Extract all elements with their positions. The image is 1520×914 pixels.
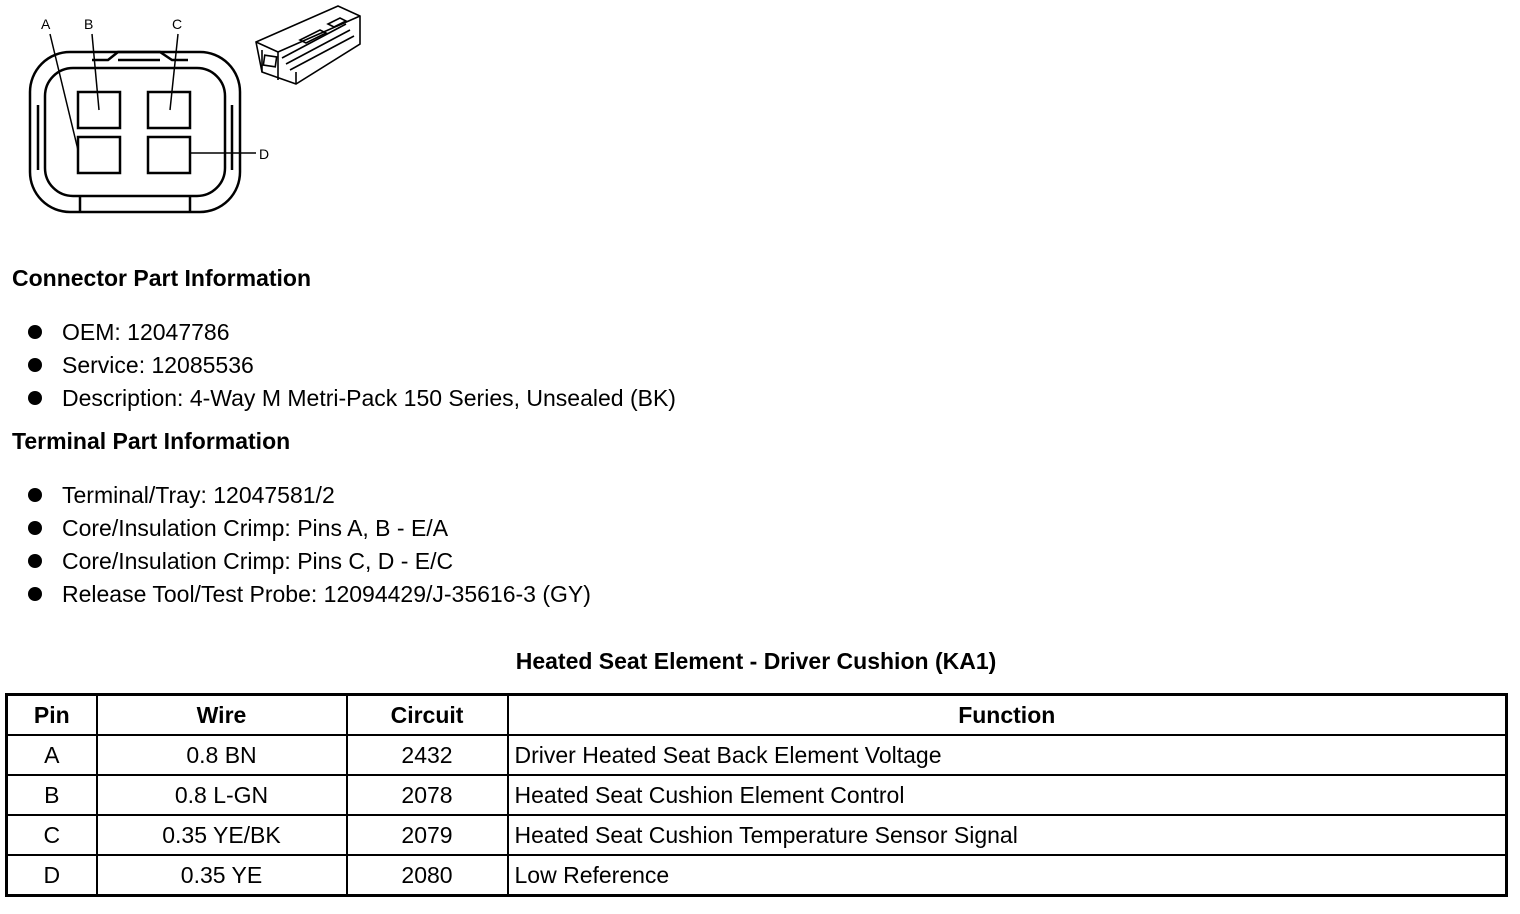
header-pin: Pin: [7, 695, 97, 736]
list-item: Terminal/Tray: 12047581/2: [28, 479, 591, 512]
cell-wire: 0.35 YE: [97, 855, 347, 896]
cell-function: Heated Seat Cushion Temperature Sensor Signal: [508, 815, 1507, 855]
bullet-icon: [28, 358, 42, 372]
cell-pin: B: [7, 775, 97, 815]
cell-circuit: 2080: [347, 855, 508, 896]
connector-info-list: [28, 316, 676, 415]
table-row: [7, 775, 1507, 815]
connector-face: [30, 52, 240, 212]
cell-wire: 0.8 L-GN: [97, 775, 347, 815]
cell-wire: 0.35 YE/BK: [97, 815, 347, 855]
table-row: [7, 855, 1507, 896]
bullet-icon: [28, 554, 42, 568]
list-item: Service: 12085536: [28, 349, 676, 382]
table-title: Heated Seat Element - Driver Cushion (KA1): [515, 648, 997, 674]
cell-function: Driver Heated Seat Back Element Voltage: [508, 735, 1507, 775]
header-function: Function: [508, 695, 1507, 736]
table-row: [7, 815, 1507, 855]
pinout-table: [5, 693, 1508, 897]
cell-pin: D: [7, 855, 97, 896]
cell-circuit: 2432: [347, 735, 508, 775]
terminal-info-heading: Terminal Part Information: [12, 428, 291, 454]
cell-circuit: 2078: [347, 775, 508, 815]
list-item: Release Tool/Test Probe: 12094429/J-35616-3 (GY): [28, 578, 591, 611]
table-header-row: [7, 695, 1507, 736]
pin-letter-d: D: [259, 146, 270, 162]
header-wire: Wire: [97, 695, 347, 736]
header-circuit: Circuit: [347, 695, 508, 736]
cell-function: Heated Seat Cushion Element Control: [508, 775, 1507, 815]
bullet-icon: [28, 488, 42, 502]
bullet-icon: [28, 521, 42, 535]
terminal-info-list: [28, 479, 591, 611]
cell-pin: A: [7, 735, 97, 775]
pin-letter-b: B: [84, 16, 94, 32]
pin-letter-a: A: [41, 16, 51, 32]
cell-wire: 0.8 BN: [97, 735, 347, 775]
list-item: Core/Insulation Crimp: Pins A, B - E/A: [28, 512, 591, 545]
cell-function: Low Reference: [508, 855, 1507, 896]
list-item: Description: 4-Way M Metri-Pack 150 Series, Unsealed (BK): [28, 382, 676, 415]
connector-body-illustration: [256, 6, 360, 84]
list-item: OEM: 12047786: [28, 316, 676, 349]
table-row: [7, 735, 1507, 775]
cavity-c: [148, 92, 190, 128]
connector-info-heading: Connector Part Information: [12, 265, 312, 291]
bullet-icon: [28, 587, 42, 601]
cavity-b-bottom: [78, 137, 120, 173]
list-item: Core/Insulation Crimp: Pins C, D - E/C: [28, 545, 591, 578]
cell-circuit: 2079: [347, 815, 508, 855]
connector-diagram: [0, 0, 380, 225]
cell-pin: C: [7, 815, 97, 855]
cavity-d: [148, 137, 190, 173]
pin-letter-c: C: [172, 16, 183, 32]
bullet-icon: [28, 325, 42, 339]
bullet-icon: [28, 391, 42, 405]
